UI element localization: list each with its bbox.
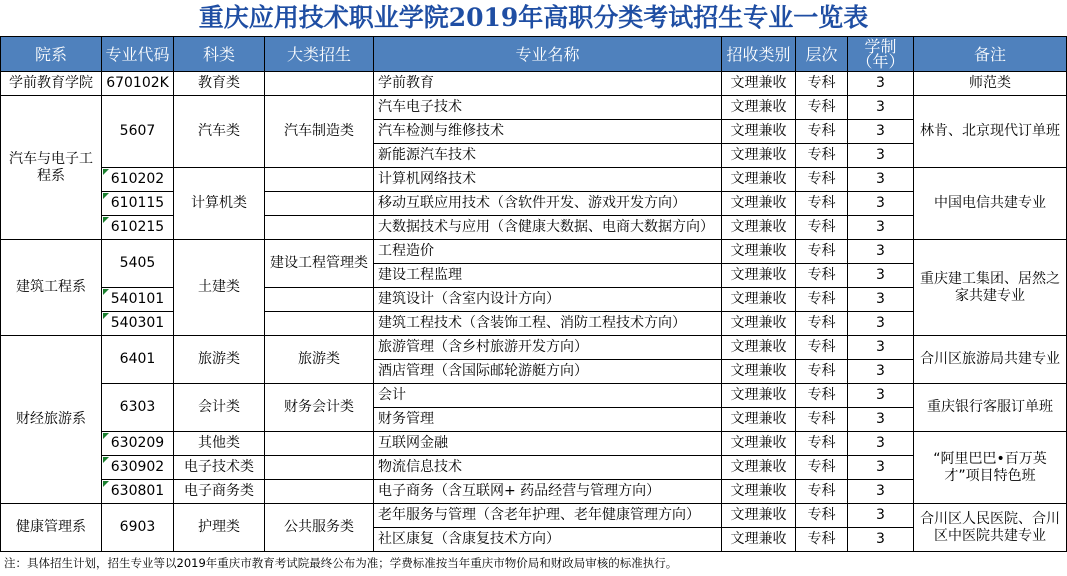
xuezhi-cell: 3	[848, 504, 914, 528]
major-name-cell: 学前教育	[374, 72, 722, 96]
cengci-cell: 专科	[796, 504, 848, 528]
header-dept: 院系	[1, 37, 102, 72]
dalei-cell	[265, 168, 374, 192]
kelei-cell: 计算机类	[174, 168, 265, 240]
major-name-cell: 新能源汽车技术	[374, 144, 722, 168]
xuezhi-cell: 3	[848, 312, 914, 336]
major-name-cell: 大数据技术与应用（含健康大数据、电商大数据方向）	[374, 216, 722, 240]
xuezhi-cell: 3	[848, 216, 914, 240]
cengci-cell: 专科	[796, 96, 848, 120]
zhaoshou-cell: 文理兼收	[722, 408, 796, 432]
xuezhi-cell: 3	[848, 192, 914, 216]
zhaoshou-cell: 文理兼收	[722, 216, 796, 240]
remark-cell: 师范类	[914, 72, 1067, 96]
remark-cell: 重庆银行客服订单班	[914, 384, 1067, 432]
remark-cell: 重庆建工集团、居然之家共建专业	[914, 240, 1067, 336]
major-name-cell: 财务管理	[374, 408, 722, 432]
dept-cell: 学前教育学院	[1, 72, 102, 96]
cengci-cell: 专科	[796, 360, 848, 384]
majors-table	[0, 36, 1067, 552]
dalei-cell: 公共服务类	[265, 504, 374, 552]
footnote: 注：具体招生计划，招生专业等以2019年重庆市教育考试院最终公布为准；学费标准按当年重庆市物价局和财政局审核的标准执行。	[4, 556, 678, 570]
xuezhi-cell: 3	[848, 384, 914, 408]
dalei-cell	[265, 432, 374, 456]
kelei-cell: 电子技术类	[174, 456, 265, 480]
kelei-cell: 护理类	[174, 504, 265, 552]
cengci-cell: 专科	[796, 264, 848, 288]
dalei-cell	[265, 216, 374, 240]
major-name-cell: 建设工程监理	[374, 264, 722, 288]
xuezhi-cell: 3	[848, 456, 914, 480]
zhaoshou-cell: 文理兼收	[722, 432, 796, 456]
remark-cell: “阿里巴巴•百万英才”项目特色班	[914, 432, 1067, 504]
kelei-cell: 汽车类	[174, 96, 265, 168]
code-cell: 630209	[102, 432, 174, 456]
major-name-cell: 汽车电子技术	[374, 96, 722, 120]
code-cell: 5607	[102, 96, 174, 168]
dalei-cell	[265, 480, 374, 504]
table-row	[1, 480, 1067, 504]
major-name-cell: 社区康复（含康复技术方向）	[374, 528, 722, 552]
major-name-cell: 旅游管理（含乡村旅游开发方向）	[374, 336, 722, 360]
major-name-cell: 建筑设计（含室内设计方向）	[374, 288, 722, 312]
code-cell: 610115	[102, 192, 174, 216]
xuezhi-cell: 3	[848, 288, 914, 312]
zhaoshou-cell: 文理兼收	[722, 168, 796, 192]
cengci-cell: 专科	[796, 144, 848, 168]
major-name-cell: 电子商务（含互联网+ 药品经营与管理方向）	[374, 480, 722, 504]
major-name-cell: 计算机网络技术	[374, 168, 722, 192]
table-row	[1, 168, 1067, 192]
zhaoshou-cell: 文理兼收	[722, 528, 796, 552]
xuezhi-cell: 3	[848, 72, 914, 96]
table-row	[1, 432, 1067, 456]
dalei-cell: 财务会计类	[265, 384, 374, 432]
table-row	[1, 72, 1067, 96]
xuezhi-cell: 3	[848, 480, 914, 504]
code-cell: 6903	[102, 504, 174, 552]
xuezhi-cell: 3	[848, 528, 914, 552]
xuezhi-cell: 3	[848, 96, 914, 120]
cengci-cell: 专科	[796, 288, 848, 312]
xuezhi-cell: 3	[848, 432, 914, 456]
table-row	[1, 192, 1067, 216]
major-name-cell: 汽车检测与维修技术	[374, 120, 722, 144]
code-cell: 540101	[102, 288, 174, 312]
cengci-cell: 专科	[796, 72, 848, 96]
table-row	[1, 504, 1067, 528]
zhaoshou-cell: 文理兼收	[722, 192, 796, 216]
dalei-cell: 汽车制造类	[265, 96, 374, 168]
major-name-cell: 移动互联应用技术（含软件开发、游戏开发方向）	[374, 192, 722, 216]
xuezhi-cell: 3	[848, 408, 914, 432]
cengci-cell: 专科	[796, 168, 848, 192]
remark-cell: 中国电信共建专业	[914, 168, 1067, 240]
code-cell: 630902	[102, 456, 174, 480]
kelei-cell: 教育类	[174, 72, 265, 96]
zhaoshou-cell: 文理兼收	[722, 384, 796, 408]
dalei-cell	[265, 288, 374, 312]
cengci-cell: 专科	[796, 312, 848, 336]
code-cell: 670102K	[102, 72, 174, 96]
zhaoshou-cell: 文理兼收	[722, 456, 796, 480]
xuezhi-cell: 3	[848, 168, 914, 192]
zhaoshou-cell: 文理兼收	[722, 72, 796, 96]
dalei-cell: 建设工程管理类	[265, 240, 374, 288]
remark-cell: 合川区人民医院、合川区中医院共建专业	[914, 504, 1067, 552]
page-title: 重庆应用技术职业学院2019年高职分类考试招生专业一览表	[198, 3, 869, 32]
zhaoshou-cell: 文理兼收	[722, 240, 796, 264]
dept-cell: 汽车与电子工程系	[1, 96, 102, 240]
cengci-cell: 专科	[796, 192, 848, 216]
table-row	[1, 456, 1067, 480]
xuezhi-cell: 3	[848, 264, 914, 288]
code-cell: 6303	[102, 384, 174, 432]
xuezhi-cell: 3	[848, 360, 914, 384]
cengci-cell: 专科	[796, 120, 848, 144]
dalei-cell	[265, 312, 374, 336]
table-row	[1, 216, 1067, 240]
header-remark: 备注	[914, 37, 1067, 72]
xuezhi-cell: 3	[848, 144, 914, 168]
major-name-cell: 会计	[374, 384, 722, 408]
table-header-row	[1, 37, 1067, 72]
code-cell: 540301	[102, 312, 174, 336]
table-row	[1, 384, 1067, 408]
zhaoshou-cell: 文理兼收	[722, 96, 796, 120]
code-cell: 630801	[102, 480, 174, 504]
major-name-cell: 酒店管理（含国际邮轮游艇方向）	[374, 360, 722, 384]
cengci-cell: 专科	[796, 240, 848, 264]
major-name-cell: 互联网金融	[374, 432, 722, 456]
cengci-cell: 专科	[796, 216, 848, 240]
kelei-cell: 会计类	[174, 384, 265, 432]
cengci-cell: 专科	[796, 408, 848, 432]
code-cell: 6401	[102, 336, 174, 384]
dalei-cell	[265, 192, 374, 216]
major-name-cell: 工程造价	[374, 240, 722, 264]
cengci-cell: 专科	[796, 456, 848, 480]
cengci-cell: 专科	[796, 480, 848, 504]
zhaoshou-cell: 文理兼收	[722, 312, 796, 336]
header-zhaoshou: 招收类别	[722, 37, 796, 72]
kelei-cell: 旅游类	[174, 336, 265, 384]
zhaoshou-cell: 文理兼收	[722, 144, 796, 168]
cengci-cell: 专科	[796, 528, 848, 552]
table-row	[1, 96, 1067, 120]
header-kelei: 科类	[174, 37, 265, 72]
dalei-cell: 旅游类	[265, 336, 374, 384]
major-name-cell: 老年服务与管理（含老年护理、老年健康管理方向）	[374, 504, 722, 528]
zhaoshou-cell: 文理兼收	[722, 288, 796, 312]
header-xuezhi: 学制（年）	[848, 37, 914, 72]
code-cell: 610215	[102, 216, 174, 240]
cengci-cell: 专科	[796, 432, 848, 456]
cengci-cell: 专科	[796, 384, 848, 408]
remark-cell: 合川区旅游局共建专业	[914, 336, 1067, 384]
table-row	[1, 240, 1067, 264]
header-cengci: 层次	[796, 37, 848, 72]
zhaoshou-cell: 文理兼收	[722, 360, 796, 384]
dalei-cell	[265, 456, 374, 480]
xuezhi-cell: 3	[848, 120, 914, 144]
kelei-cell: 土建类	[174, 240, 265, 336]
table-row	[1, 336, 1067, 360]
code-cell: 610202	[102, 168, 174, 192]
dept-cell: 建筑工程系	[1, 240, 102, 336]
header-name: 专业名称	[374, 37, 722, 72]
zhaoshou-cell: 文理兼收	[722, 120, 796, 144]
kelei-cell: 电子商务类	[174, 480, 265, 504]
table-row	[1, 288, 1067, 312]
kelei-cell: 其他类	[174, 432, 265, 456]
header-code: 专业代码	[102, 37, 174, 72]
zhaoshou-cell: 文理兼收	[722, 504, 796, 528]
table-row	[1, 312, 1067, 336]
major-name-cell: 物流信息技术	[374, 456, 722, 480]
major-name-cell: 建筑工程技术（含装饰工程、消防工程技术方向）	[374, 312, 722, 336]
code-cell: 5405	[102, 240, 174, 288]
header-dalei: 大类招生	[265, 37, 374, 72]
xuezhi-cell: 3	[848, 240, 914, 264]
zhaoshou-cell: 文理兼收	[722, 264, 796, 288]
remark-cell: 林肯、北京现代订单班	[914, 96, 1067, 168]
dept-cell: 财经旅游系	[1, 336, 102, 504]
dept-cell: 健康管理系	[1, 504, 102, 552]
xuezhi-cell: 3	[848, 336, 914, 360]
dalei-cell	[265, 72, 374, 96]
zhaoshou-cell: 文理兼收	[722, 336, 796, 360]
zhaoshou-cell: 文理兼收	[722, 480, 796, 504]
cengci-cell: 专科	[796, 336, 848, 360]
